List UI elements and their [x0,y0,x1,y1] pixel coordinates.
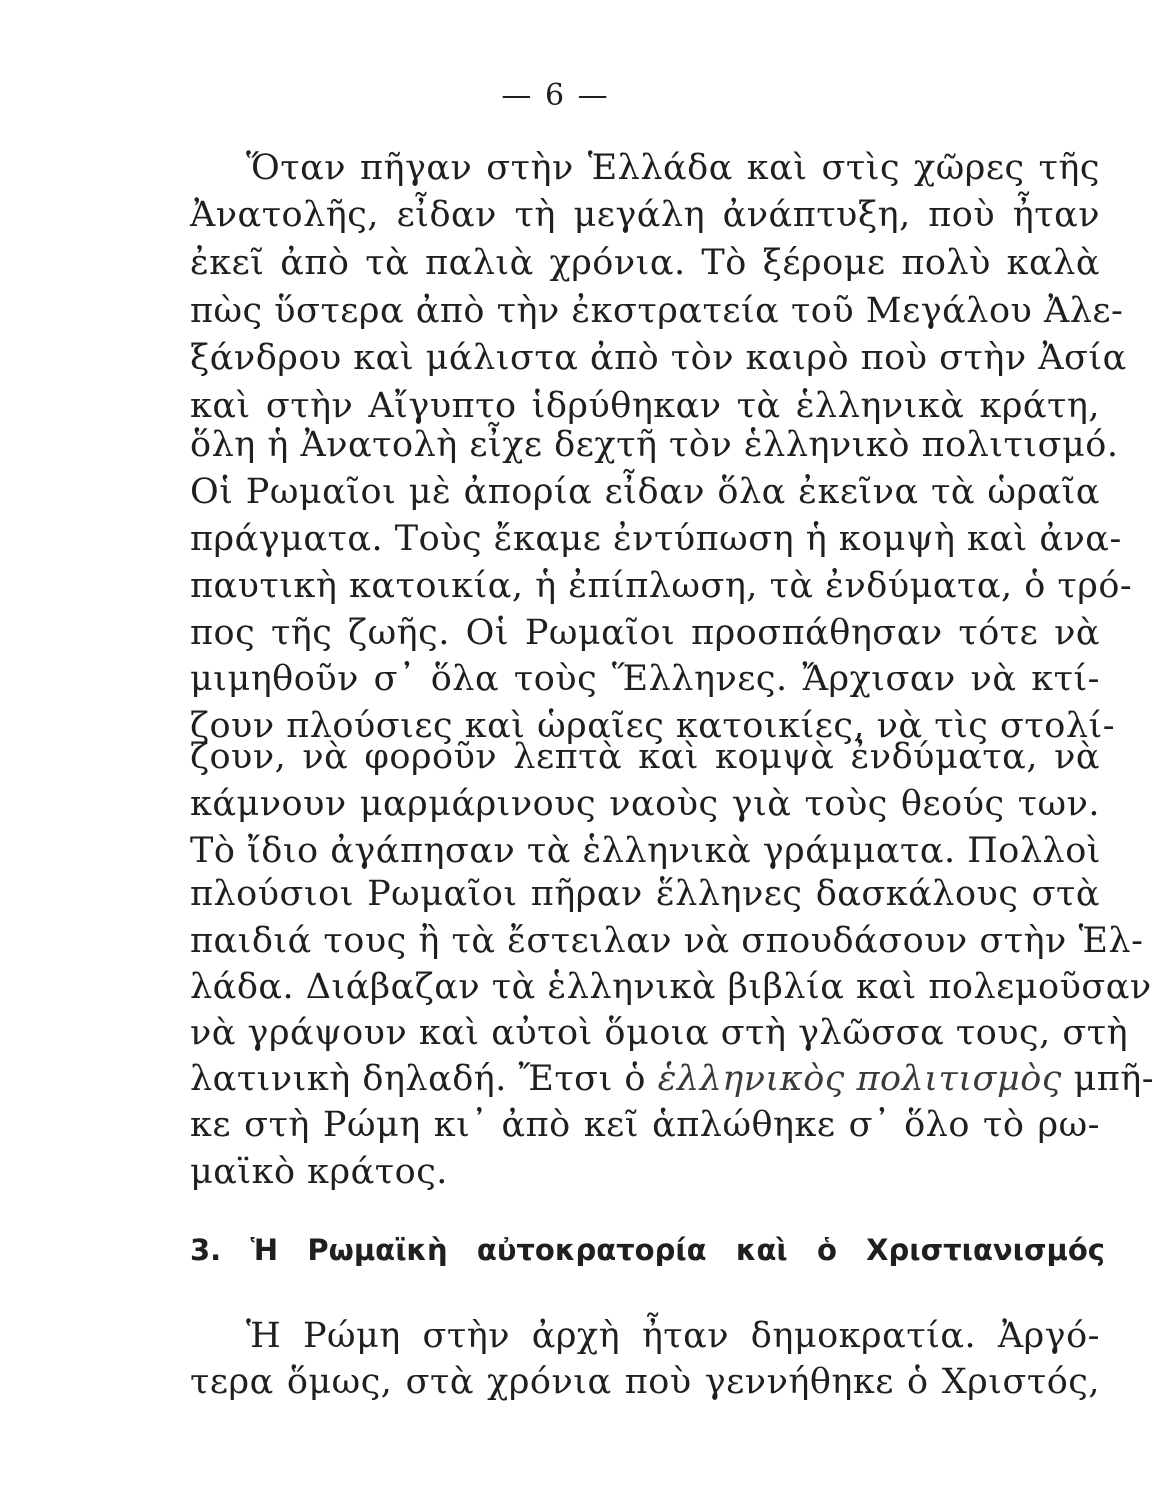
paragraph1-line-18: παιδιά τους ἢ τὰ ἔστειλαν νὰ σπουδάσουν στὴν Ἑλ- [190,921,1144,961]
paragraph1-line-13: ζουν πλούσιες καὶ ὡραῖες κατοικίες, νὰ τὶς στολί- [190,706,1116,746]
paragraph2-line-1: Ἡ Ρώμη στὴν ἀρχὴ ἦταν δημοκρατία. Ἀργό- [246,1316,1100,1356]
page-number: — 6 — [501,78,610,113]
italic-phrase: ἑλληνικὸς πολιτισμὸς [657,1059,1062,1099]
paragraph1-line-1: Ὅταν πῆγαν στὴν Ἑλλάδα καὶ στὶς χῶρες τῆς [246,148,1100,188]
paragraph1-line-11: πος τῆς ζωῆς. Οἱ Ρωμαῖοι προσπάθησαν τότε νὰ [190,613,1100,653]
paragraph1-line-7: ὅλη ἡ Ἀνατολὴ εἶχε δεχτῆ τὸν ἑλληνικὸ πολιτισμό. [190,425,1119,465]
paragraph1-line-3: ἐκεῖ ἀπὸ τὰ παλιὰ χρόνια. Τὸ ξέρομε πολὺ καλὰ [190,243,1100,283]
paragraph1-line-22: κε στὴ Ρώμη κι᾽ ἀπὸ κεῖ ἁπλώθηκε σ᾽ ὅλο τὸ ρω- [190,1105,1100,1145]
paragraph1-line-23: μαϊκὸ κράτος. [190,1152,448,1192]
paragraph1-line-5: ξάνδρου καὶ μάλιστα ἀπὸ τὸν καιρὸ ποὺ στὴν Ἀσία [190,338,1127,378]
paragraph1-line-17: πλούσιοι Ρωμαῖοι πῆραν ἕλληνες δασκάλους στὰ [190,874,1100,914]
paragraph1-line-15: κάμνουν μαρμάρινους ναοὺς γιὰ τοὺς θεούς των. [190,784,1100,824]
paragraph1-line-4: πὼς ὕστερα ἀπὸ τὴν ἐκστρατεία τοῦ Μεγάλου Ἀλε- [190,291,1124,331]
paragraph1-line-16: Τὸ ἴδιο ἀγάπησαν τὰ ἑλληνικὰ γράμματα. Πολλοὶ [190,831,1101,871]
section-heading: 3. Ἡ Ρωμαϊκὴ αὐτοκρατορία καὶ ὁ Χριστιανισμός [190,1233,1105,1267]
paragraph1-line-8: Οἱ Ρωμαῖοι μὲ ἀπορία εἶδαν ὅλα ἐκεῖνα τὰ ὡραῖα [190,472,1100,512]
line21-end: μπῆ- [1061,1059,1154,1099]
line21-start: λατινικὴ δηλαδή. Ἔτσι ὁ [190,1059,658,1099]
paragraph1-line-19: λάδα. Διάβαζαν τὰ ἑλληνικὰ βιβλία καὶ πολεμοῦσαν [190,967,1152,1007]
paragraph1-line-10: παυτικὴ κατοικία, ἡ ἐπίπλωση, τὰ ἐνδύματα, ὁ τρό- [190,566,1133,606]
paragraph1-line-14: ζουν, νὰ φοροῦν λεπτὰ καὶ κομψὰ ἐνδύματα, νὰ [190,737,1100,777]
paragraph1-line-6: καὶ στὴν Αἴγυπτο ἱδρύθηκαν τὰ ἑλληνικὰ κράτη, [190,386,1100,426]
paragraph1-line-2: Ἀνατολῆς, εἶδαν τὴ μεγάλη ἀνάπτυξη, ποὺ ἦταν [190,195,1100,235]
paragraph2-line-2: τερα ὅμως, στὰ χρόνια ποὺ γεννήθηκε ὁ Χριστός, [190,1362,1100,1402]
paragraph1-line-9: πράγματα. Τοὺς ἔκαμε ἐντύπωση ἡ κομψὴ καὶ ἀνα- [190,519,1122,559]
paragraph1-line-20: νὰ γράψουν καὶ αὐτοὶ ὅμοια στὴ γλῶσσα τους, στὴ [190,1013,1129,1053]
paragraph1-line-21 [190,1059,1154,1099]
paragraph1-line-12: μιμηθοῦν σ᾽ ὅλα τοὺς Ἕλληνες. Ἄρχισαν νὰ κτί- [190,659,1100,699]
